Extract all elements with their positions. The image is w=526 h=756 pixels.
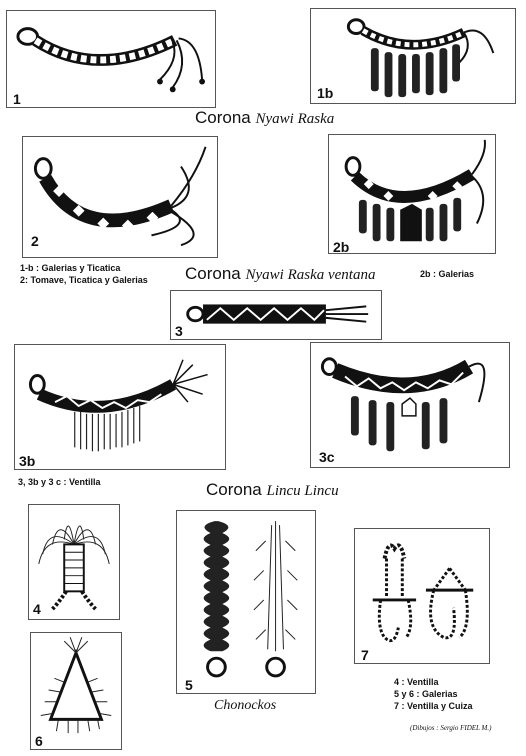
note-locations-2 bbox=[420, 268, 474, 280]
note-locations-1 bbox=[20, 262, 148, 286]
figure-number-1b: 1b bbox=[317, 85, 334, 101]
headband-window-tassels-illustration bbox=[329, 135, 495, 253]
figure-panel-7 bbox=[354, 528, 490, 664]
heading-name: Nyawi Raska ventana bbox=[245, 267, 376, 283]
chonockos-pendants-illustration bbox=[177, 511, 315, 693]
figure-panel-1 bbox=[6, 10, 216, 108]
figure-number-7: 7 bbox=[361, 647, 369, 663]
triangular-fringe-ornament-illustration bbox=[31, 633, 121, 749]
drawings-credit: (Dibujos : Sergio FIDEL M.) bbox=[410, 724, 492, 732]
figure-number-3b: 3b bbox=[19, 453, 36, 469]
note-locations-3 bbox=[18, 476, 101, 488]
headband-with-tassels-illustration bbox=[311, 9, 515, 103]
note-line: 7 : Ventilla y Cuiza bbox=[394, 701, 473, 711]
heading-name: Lincu Lincu bbox=[266, 483, 339, 499]
headband-triangle-tassels-illustration bbox=[311, 343, 509, 467]
headband-diamond-pattern-illustration bbox=[23, 137, 217, 257]
heading-word: Corona bbox=[185, 264, 241, 283]
heading-lincu-lincu bbox=[206, 480, 339, 500]
note-line: 2b : Galerias bbox=[420, 269, 475, 279]
figure-number-1: 1 bbox=[13, 91, 21, 107]
headband-fringe-illustration bbox=[15, 345, 225, 469]
figure-number-3c: 3c bbox=[319, 449, 335, 465]
figure-panel-3c bbox=[310, 342, 510, 468]
figure-panel-6 bbox=[30, 632, 122, 750]
note-line: 3, 3b y 3 c : Ventilla bbox=[18, 477, 101, 487]
figure-panel-2b bbox=[328, 134, 496, 254]
heading-nyawi-raska bbox=[195, 108, 334, 128]
straight-headband-zigzag-illustration bbox=[171, 291, 381, 339]
heading-word: Corona bbox=[195, 108, 251, 127]
figure-panel-5 bbox=[176, 510, 316, 694]
note-locations-4 bbox=[394, 676, 473, 712]
heading-name: Nyawi Raska bbox=[255, 111, 335, 127]
heading-nyawi-raska-ventana bbox=[185, 264, 375, 284]
note-line: 4 : Ventilla bbox=[394, 677, 439, 687]
figure-number-2: 2 bbox=[31, 233, 39, 249]
figure-panel-1b bbox=[310, 8, 516, 104]
figure-number-6: 6 bbox=[35, 733, 43, 749]
figure-panel-3 bbox=[170, 290, 382, 340]
note-line: 5 y 6 : Galerias bbox=[394, 689, 458, 699]
note-line: 1-b : Galerias y Ticatica bbox=[20, 263, 121, 273]
figure-number-4: 4 bbox=[33, 601, 41, 617]
figure-panel-3b bbox=[14, 344, 226, 470]
figure-panel-4 bbox=[28, 504, 120, 620]
figure-panel-2 bbox=[22, 136, 218, 258]
hanging-ornaments-illustration bbox=[355, 529, 489, 663]
headband-illustration bbox=[7, 11, 215, 107]
figure-number-3: 3 bbox=[175, 323, 183, 339]
caption-chonockos: Chonockos bbox=[214, 698, 277, 713]
heading-word: Corona bbox=[206, 480, 262, 499]
figure-number-5: 5 bbox=[185, 677, 193, 693]
figure-number-2b: 2b bbox=[333, 239, 350, 255]
tassel-bundle-illustration bbox=[29, 505, 119, 619]
note-line: 2: Tomave, Ticatica y Galerias bbox=[20, 275, 148, 285]
